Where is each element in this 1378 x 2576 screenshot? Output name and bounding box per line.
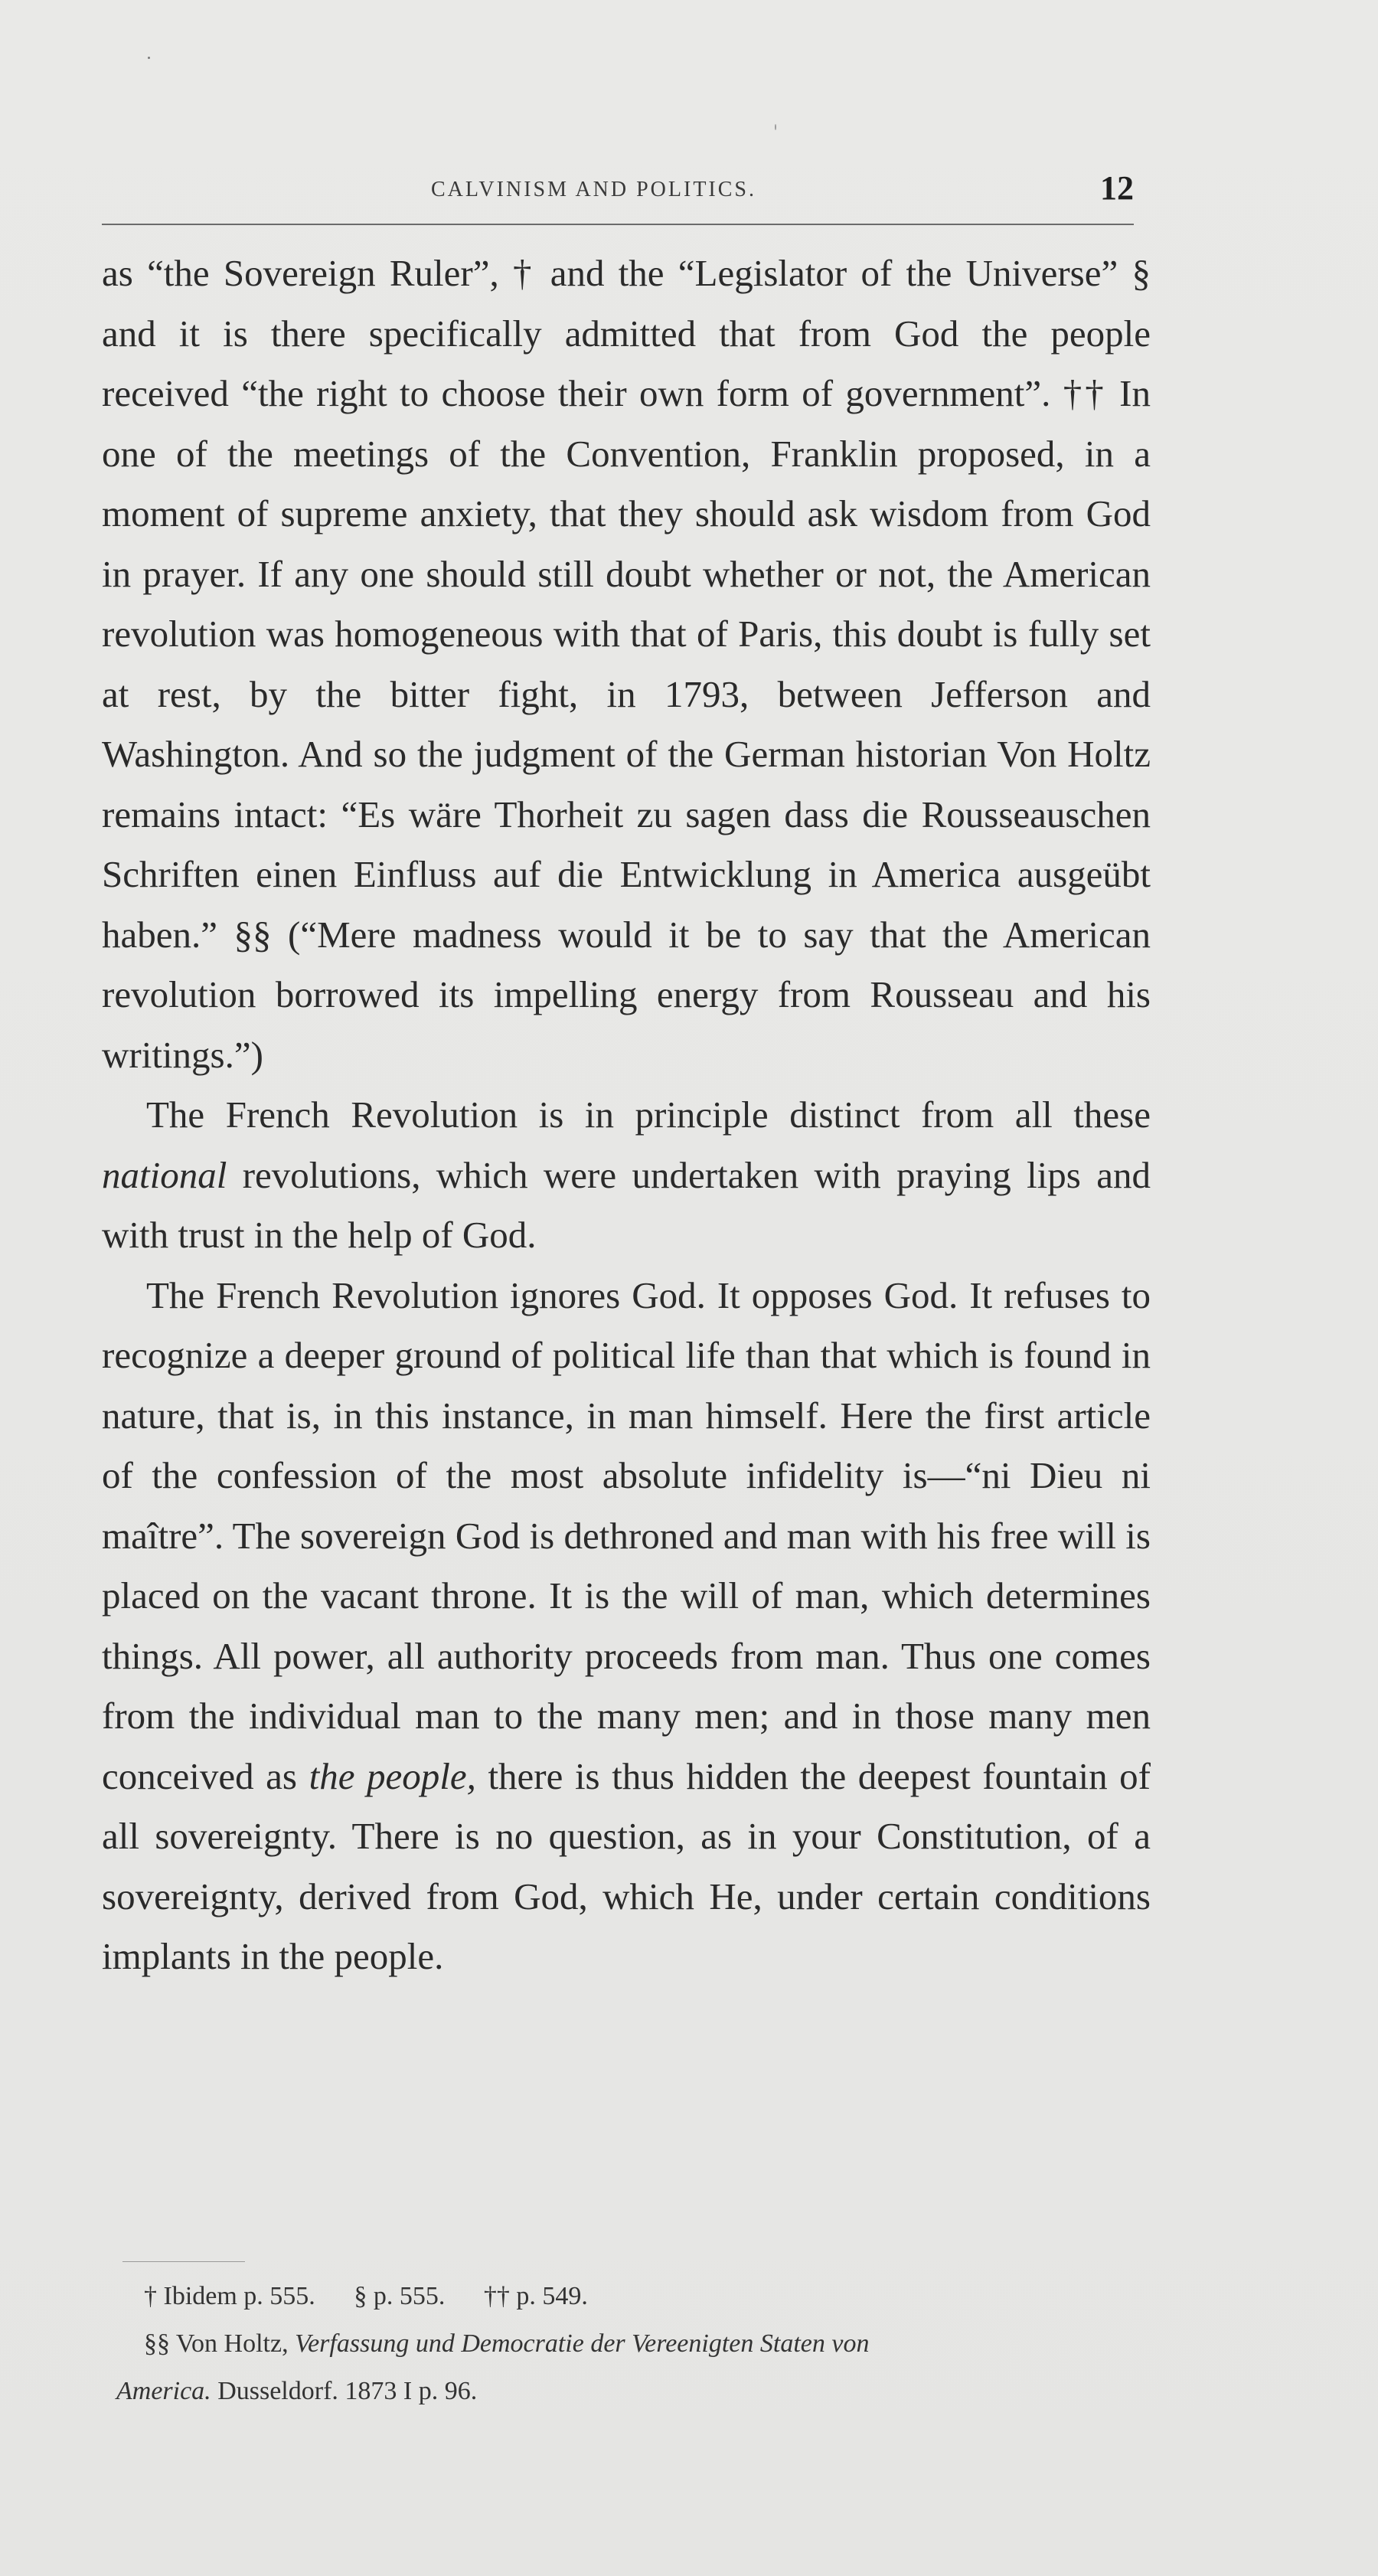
paragraph-text: The French Revolution ignores God. It opposes God. It refuses to recognize a deeper ground of political life than that which is found in nature, that is, in this instance, in man himself. Here the first article of the confession of the most absolute infidelity is—“ni Dieu ni maître”. The sovereign God is dethroned and man with his free will is placed on the vacant throne. It is the will of man, which determines things. All power, all authority proceeds from man. Thus one comes from the individual man to the many men; and in those many men conceived as — [102, 1273, 1151, 1797]
footnote-section: § p. 555. — [354, 2282, 446, 2310]
paragraph-french-revolution — [102, 1266, 1151, 1987]
paper-speck — [148, 57, 150, 59]
footnote-publication: Dusseldorf. 1873 I p. 96. — [211, 2377, 478, 2405]
header-rule — [102, 224, 1134, 225]
footnote-line-2 — [122, 2320, 1152, 2368]
footnote-book-title: Verfassung und Democratie der Vereenigten Staten von — [295, 2329, 870, 2358]
footnote-line-1 — [122, 2273, 1152, 2320]
paragraph-continued: as “the Sovereign Ruler”, † and the “Legislator of the Universe” § and it is there specifically admitted that from God the people received “the right to choose their own form of government”. †† In one of the meetings of the Convention, Franklin proposed, in a moment of supreme anxiety, that they should ask wisdom from God in prayer. If any one should still doubt whether or not, the American revolution was homogeneous with that of Paris, this doubt is fully set at rest, by the bitter fight, in 1793, between Jefferson and Washington. And so the judgment of the German historian Von Holtz remains intact: “Es wäre Thorheit zu sagen dass die Rousseauschen Schriften einen Einfluss auf die Entwicklung in America ausgeübt haben.” §§ (“Mere madness would it be to say that the American revolution borrowed its impelling energy from Rousseau and his writings.”) — [102, 252, 1151, 1076]
paragraph-text: The French Revolution is in principle distinct from all these — [146, 1093, 1151, 1136]
paragraph-national-revolutions — [102, 1085, 1151, 1266]
running-header — [102, 168, 1134, 222]
footnote-dagger: † Ibidem p. 555. — [144, 2282, 315, 2310]
page-number: 12 — [1100, 169, 1134, 207]
main-text — [102, 244, 1151, 1987]
footnote-rule — [122, 2261, 245, 2262]
footnote-double-section-prefix: §§ Von Holtz, — [144, 2329, 296, 2358]
emphasis-national: national — [102, 1153, 227, 1196]
footnotes — [116, 2273, 1152, 2415]
paper-speck — [775, 124, 776, 130]
emphasis-the-people: the people, — [309, 1754, 476, 1797]
running-title: CALVINISM AND POLITICS. — [431, 178, 757, 201]
footnote-line-3 — [116, 2368, 1152, 2415]
paragraph-text: there is thus hidden the deepest fountain of all sovereignty. There is no question, as in your Constitution, of a sovereignty, derived from God, which He, under certain conditions implants in the people. — [102, 1754, 1151, 1977]
footnote-double-dagger: †† p. 549. — [483, 2282, 588, 2310]
paragraph-text: revolutions, which were undertaken with praying lips and with trust in the help of God. — [102, 1153, 1151, 1256]
footnote-book-title-cont: America. — [116, 2377, 211, 2405]
